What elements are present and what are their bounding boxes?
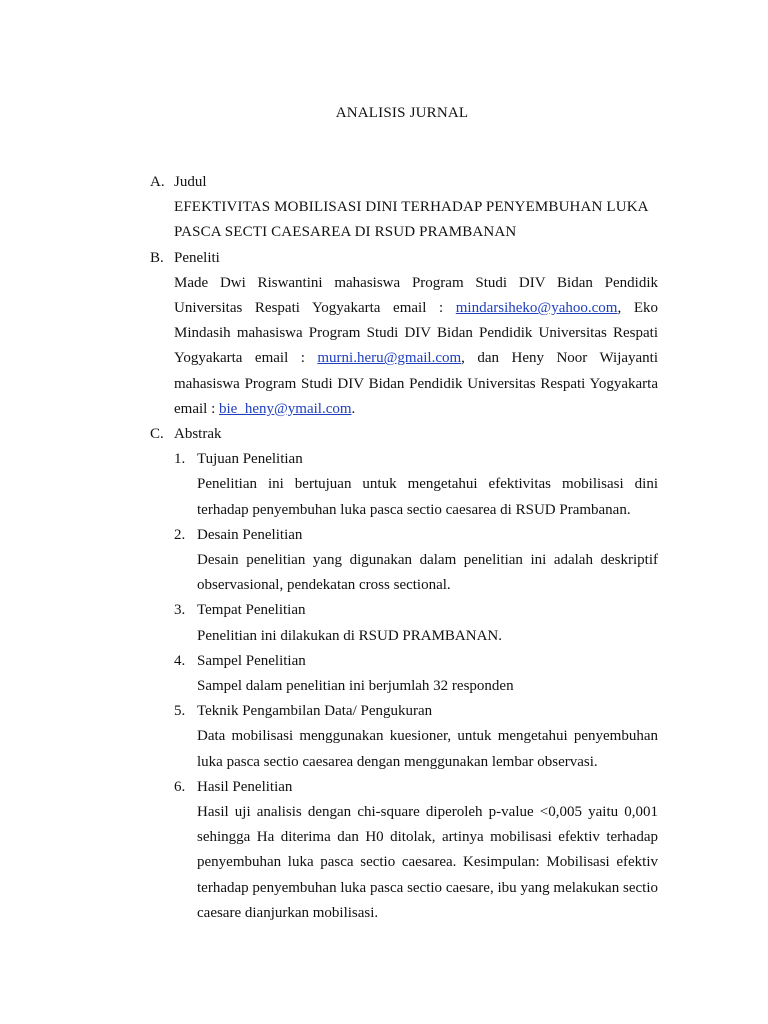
item-body: Desain penelitian yang digunakan dalam penelitian ini adalah deskriptif observasional, pendekatan cross sectional. bbox=[197, 552, 658, 594]
item-body: Penelitian ini dilakukan di RSUD PRAMBANAN. bbox=[197, 627, 503, 644]
item-number: 6. bbox=[174, 778, 186, 795]
section-heading: Peneliti bbox=[174, 249, 220, 266]
document-content bbox=[0, 170, 768, 926]
judul-title-line-1: EFEKTIVITAS MOBILISASI DINI TERHADAP PENYEMBUHAN LUKA bbox=[174, 199, 649, 216]
email-link[interactable]: murni.heru@gmail.com bbox=[317, 350, 462, 367]
section-peneliti bbox=[0, 246, 768, 271]
abstrak-item bbox=[0, 523, 768, 548]
peneliti-text: . bbox=[351, 400, 356, 417]
item-number: 3. bbox=[174, 602, 186, 619]
peneliti-text: , Eko Mindasih mahasiswa Program Studi DIV Bidan Pendidik Universitas Respati Yogyakarta email : bbox=[174, 300, 658, 367]
item-number: 2. bbox=[174, 526, 186, 543]
section-heading: Judul bbox=[174, 174, 207, 190]
item-heading: Hasil Penelitian bbox=[197, 778, 293, 795]
item-number: 1. bbox=[174, 451, 186, 468]
section-heading: Abstrak bbox=[174, 426, 222, 443]
section-letter: C. bbox=[150, 426, 164, 443]
abstrak-item bbox=[0, 775, 768, 800]
peneliti-text: , dan Heny Noor Wijayanti mahasiswa Program Studi DIV Bidan Pendidik Universitas Respati Yogyakarta email : bbox=[174, 350, 659, 417]
item-heading: Desain Penelitian bbox=[197, 526, 303, 543]
item-heading: Teknik Pengambilan Data/ Pengukuran bbox=[197, 703, 433, 720]
email-link[interactable]: bie_heny@ymail.com bbox=[219, 400, 352, 417]
abstrak-item bbox=[0, 598, 768, 623]
document-title: ANALISIS JURNAL bbox=[335, 105, 469, 121]
item-body: Data mobilisasi menggunakan kuesioner, untuk mengetahui penyembuhan luka pasca sectio caesarea dengan menggunakan lembar observasi. bbox=[197, 728, 658, 770]
section-judul bbox=[0, 170, 768, 195]
abstrak-item bbox=[0, 649, 768, 674]
abstrak-item bbox=[0, 447, 768, 472]
abstrak-item bbox=[0, 699, 768, 724]
item-heading: Tujuan Penelitian bbox=[197, 451, 303, 468]
item-heading: Sampel Penelitian bbox=[197, 652, 306, 669]
section-letter: A. bbox=[150, 174, 165, 190]
peneliti-text: Made Dwi Riswantini mahasiswa Program Studi DIV Bidan Pendidik Universitas Respati Yogyakarta email : bbox=[174, 274, 658, 317]
item-number: 4. bbox=[174, 652, 186, 669]
item-heading: Tempat Penelitian bbox=[197, 602, 306, 619]
item-number: 5. bbox=[174, 703, 186, 720]
section-letter: B. bbox=[150, 249, 164, 266]
email-link[interactable]: mindarsiheko@yahoo.com bbox=[455, 300, 618, 317]
item-body: Hasil uji analisis dengan chi-square diperoleh p-value <0,005 yaitu 0,001 sehingga Ha diterima dan H0 ditolak, artinya mobilisasi efektiv terhadap penyembuhan luka pasca sectio caesarea. Kesimpulan: Mobilisasi efektiv terhadap penyembuhan luka pasca sectio caesare, ibu yang melakukan sectio caesare dianjurkan mobilisasi. bbox=[197, 804, 658, 921]
item-body: Penelitian ini bertujuan untuk mengetahui efektivitas mobilisasi dini terhadap penyembuhan luka pasca sectio caesarea di RSUD Prambanan. bbox=[197, 476, 658, 518]
peneliti-paragraph bbox=[174, 271, 658, 422]
section-abstrak bbox=[0, 422, 768, 447]
item-body: Sampel dalam penelitian ini berjumlah 32 responden bbox=[197, 678, 514, 695]
judul-title-line-2: PASCA SECTI CAESAREA DI RSUD PRAMBANAN bbox=[174, 224, 517, 241]
